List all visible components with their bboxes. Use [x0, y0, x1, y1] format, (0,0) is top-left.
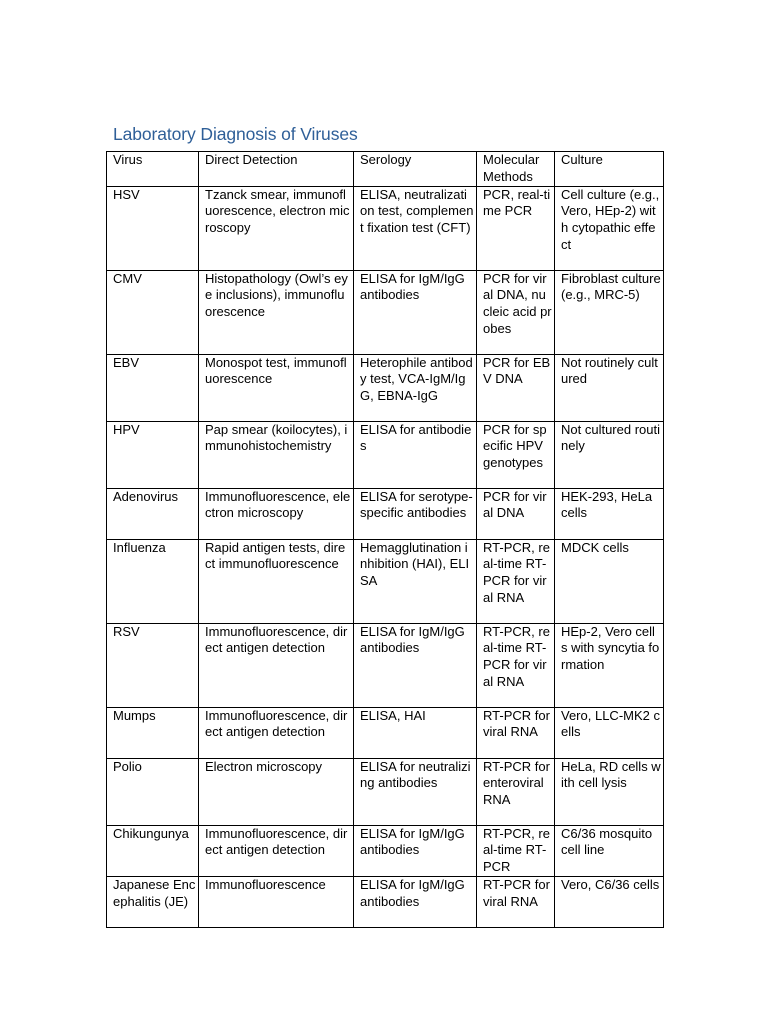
cell-direct-detection: Immunofluorescence	[199, 876, 354, 927]
cell-virus: Japanese Encephalitis (JE)	[107, 876, 199, 927]
cell-molecular-methods: RT-PCR for enteroviral RNA	[477, 758, 555, 825]
header-direct-detection: Direct Detection	[199, 152, 354, 187]
cell-virus: HPV	[107, 421, 199, 488]
cell-virus: Influenza	[107, 539, 199, 623]
cell-molecular-methods: PCR, real-time PCR	[477, 186, 555, 270]
header-serology: Serology	[354, 152, 477, 187]
cell-molecular-methods: PCR for EBV DNA	[477, 354, 555, 421]
cell-virus: RSV	[107, 623, 199, 707]
cell-virus: Mumps	[107, 707, 199, 758]
cell-serology: ELISA for IgM/IgG antibodies	[354, 876, 477, 927]
cell-serology: ELISA for serotype-specific antibodies	[354, 488, 477, 539]
table-header-row	[107, 152, 664, 187]
table-row	[107, 186, 664, 270]
cell-molecular-methods: RT-PCR, real-time RT-PCR for viral RNA	[477, 539, 555, 623]
table-row	[107, 876, 664, 927]
cell-molecular-methods: RT-PCR for viral RNA	[477, 876, 555, 927]
cell-virus: Polio	[107, 758, 199, 825]
cell-virus: EBV	[107, 354, 199, 421]
cell-molecular-methods: PCR for viral DNA, nucleic acid probes	[477, 270, 555, 354]
cell-direct-detection: Immunofluorescence, direct antigen detection	[199, 623, 354, 707]
cell-serology: ELISA for IgM/IgG antibodies	[354, 623, 477, 707]
header-culture: Culture	[555, 152, 664, 187]
cell-direct-detection: Immunofluorescence, direct antigen detection	[199, 707, 354, 758]
cell-culture: Fibroblast culture (e.g., MRC-5)	[555, 270, 664, 354]
cell-direct-detection: Electron microscopy	[199, 758, 354, 825]
cell-culture: Not cultured routinely	[555, 421, 664, 488]
cell-direct-detection: Histopathology (Owl’s eye inclusions), immunofluorescence	[199, 270, 354, 354]
cell-culture: MDCK cells	[555, 539, 664, 623]
cell-serology: ELISA, neutralization test, complement fixation test (CFT)	[354, 186, 477, 270]
cell-serology: ELISA for antibodies	[354, 421, 477, 488]
table-row	[107, 539, 664, 623]
cell-culture: HEp-2, Vero cells with syncytia formation	[555, 623, 664, 707]
cell-culture: Vero, C6/36 cells	[555, 876, 664, 927]
cell-serology: ELISA for IgM/IgG antibodies	[354, 825, 477, 876]
diagnosis-table	[106, 151, 664, 928]
cell-direct-detection: Immunofluorescence, direct antigen detection	[199, 825, 354, 876]
cell-virus: HSV	[107, 186, 199, 270]
cell-serology: ELISA for neutralizing antibodies	[354, 758, 477, 825]
table-row	[107, 270, 664, 354]
table-row	[107, 758, 664, 825]
cell-virus: Adenovirus	[107, 488, 199, 539]
cell-virus: CMV	[107, 270, 199, 354]
cell-molecular-methods: RT-PCR, real-time RT-PCR	[477, 825, 555, 876]
page-title: Laboratory Diagnosis of Viruses	[113, 124, 358, 144]
cell-culture: HEK-293, HeLa cells	[555, 488, 664, 539]
cell-direct-detection: Immunofluorescence, electron microscopy	[199, 488, 354, 539]
header-molecular-methods: Molecular Methods	[477, 152, 555, 187]
cell-serology: ELISA for IgM/IgG antibodies	[354, 270, 477, 354]
cell-culture: Vero, LLC-MK2 cells	[555, 707, 664, 758]
table-row	[107, 623, 664, 707]
cell-molecular-methods: PCR for specific HPV genotypes	[477, 421, 555, 488]
cell-molecular-methods: RT-PCR for viral RNA	[477, 707, 555, 758]
table-row	[107, 488, 664, 539]
header-virus: Virus	[107, 152, 199, 187]
table-row	[107, 825, 664, 876]
table-row	[107, 421, 664, 488]
cell-direct-detection: Monospot test, immunofluorescence	[199, 354, 354, 421]
cell-virus: Chikungunya	[107, 825, 199, 876]
cell-direct-detection: Pap smear (koilocytes), immunohistochemistry	[199, 421, 354, 488]
cell-direct-detection: Rapid antigen tests, direct immunofluorescence	[199, 539, 354, 623]
table-row	[107, 707, 664, 758]
cell-serology: Heterophile antibody test, VCA-IgM/IgG, EBNA-IgG	[354, 354, 477, 421]
cell-culture: HeLa, RD cells with cell lysis	[555, 758, 664, 825]
cell-culture: Not routinely cultured	[555, 354, 664, 421]
cell-molecular-methods: RT-PCR, real-time RT-PCR for viral RNA	[477, 623, 555, 707]
cell-serology: Hemagglutination inhibition (HAI), ELISA	[354, 539, 477, 623]
cell-culture: C6/36 mosquito cell line	[555, 825, 664, 876]
table-row	[107, 354, 664, 421]
cell-molecular-methods: PCR for viral DNA	[477, 488, 555, 539]
cell-culture: Cell culture (e.g., Vero, HEp-2) with cytopathic effect	[555, 186, 664, 270]
cell-serology: ELISA, HAI	[354, 707, 477, 758]
cell-direct-detection: Tzanck smear, immunofluorescence, electron microscopy	[199, 186, 354, 270]
